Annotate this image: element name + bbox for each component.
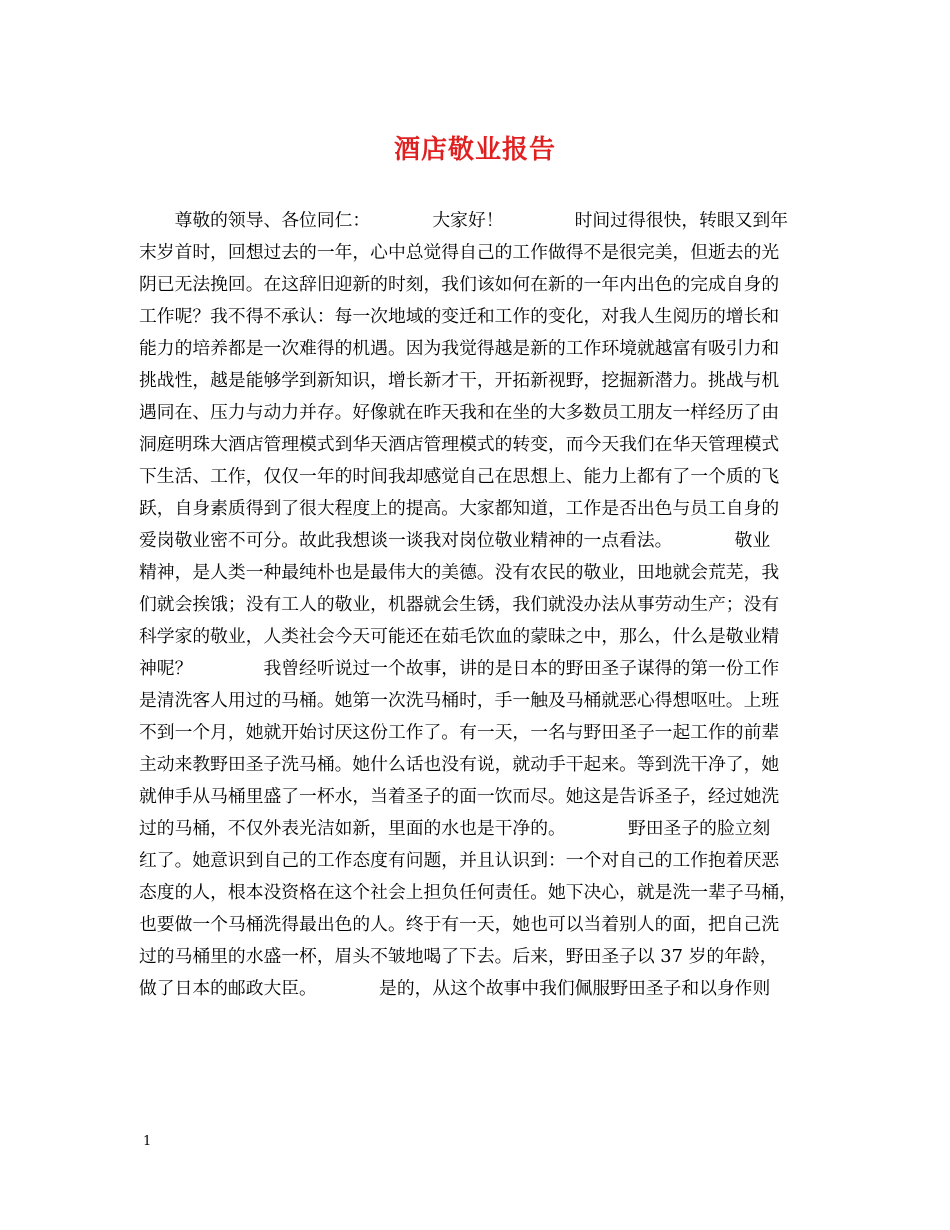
text-line: 精神，是人类一种最纯朴也是最伟大的美德。没有农民的敬业，田地就会荒芜，我 <box>139 562 780 583</box>
text-line: 科学家的敬业，人类社会今天可能还在茹毛饮血的蒙昧之中，那么，什么是敬业精 <box>139 626 780 647</box>
text-line: 挑战性，越是能够学到新知识，增长新才干，开拓新视野，挖掘新潜力。挑战与机 <box>139 370 780 391</box>
page-number: 1 <box>143 1134 152 1149</box>
text-line: 遇同在、压力与动力并存。好像就在昨天我和在坐的大多数员工朋友一样经历了由 <box>139 402 780 423</box>
text-line: 下生活、工作，仅仅一年的时间我却感觉自己在思想上、能力上都有了一个质的飞 <box>139 466 780 487</box>
text-line: 也要做一个马桶洗得最出色的人。终于有一天，她也可以当着别人的面，把自己洗 <box>139 914 780 935</box>
text-line: 红了。她意识到自己的工作态度有问题，并且认识到：一个对自己的工作抱着厌恶 <box>139 850 780 871</box>
text-line: 末岁首时，回想过去的一年，心中总觉得自己的工作做得不是很完美，但逝去的光 <box>139 242 780 263</box>
text-line: 能力的培养都是一次难得的机遇。因为我觉得越是新的工作环境就越富有吸引力和 <box>139 338 780 359</box>
text-line: 们就会挨饿；没有工人的敬业，机器就会生锈，我们就没办法从事劳动生产；没有 <box>139 594 780 615</box>
text-line: 是清洗客人用过的马桶。她第一次洗马桶时，手一触及马桶就恶心得想呕吐。上班 <box>139 690 780 711</box>
text-line: 神呢？ 我曾经听说过一个故事，讲的是日本的野田圣子谋得的第一份工作 <box>139 658 780 679</box>
body-text <box>139 205 815 1005</box>
text-line: 跃，自身素质得到了很大程度上的提高。大家都知道，工作是否出色与员工自身的 <box>139 498 780 519</box>
text-line: 主动来教野田圣子洗马桶。她什么话也没有说，就动手干起来。等到洗干净了，她 <box>139 754 780 775</box>
text-line: 过的马桶，不仅外表光洁如新，里面的水也是干净的。 野田圣子的脸立刻 <box>139 818 771 839</box>
text-line: 尊敬的领导、各位同仁： 大家好！ 时间过得很快，转眼又到年 <box>139 210 789 231</box>
text-line: 就伸手从马桶里盛了一杯水，当着圣子的面一饮而尽。她这是告诉圣子，经过她洗 <box>139 786 780 807</box>
text-line: 过的马桶里的水盛一杯，眉头不皱地喝了下去。后来，野田圣子以 37 岁的年龄， <box>139 946 778 967</box>
text-line: 工作呢？我不得不承认：每一次地域的变迁和工作的变化，对我人生阅历的增长和 <box>139 306 780 327</box>
text-line: 洞庭明珠大酒店管理模式到华天酒店管理模式的转变，而今天我们在华天管理模式 <box>139 434 780 455</box>
document-title: 酒店敬业报告 <box>393 135 556 165</box>
text-line: 做了日本的邮政大臣。 是的，从这个故事中我们佩服野田圣子和以身作则 <box>139 978 771 999</box>
text-line: 不到一个月，她就开始讨厌这份工作了。有一天，一名与野田圣子一起工作的前辈 <box>139 722 780 743</box>
text-line: 态度的人，根本没资格在这个社会上担负任何责任。她下决心，就是洗一辈子马桶， <box>139 882 797 903</box>
text-line: 阴已无法挽回。在这辞旧迎新的时刻，我们该如何在新的一年内出色的完成自身的 <box>139 274 780 295</box>
text-line: 爱岗敬业密不可分。故此我想谈一谈我对岗位敬业精神的一点看法。 敬业 <box>139 530 771 551</box>
